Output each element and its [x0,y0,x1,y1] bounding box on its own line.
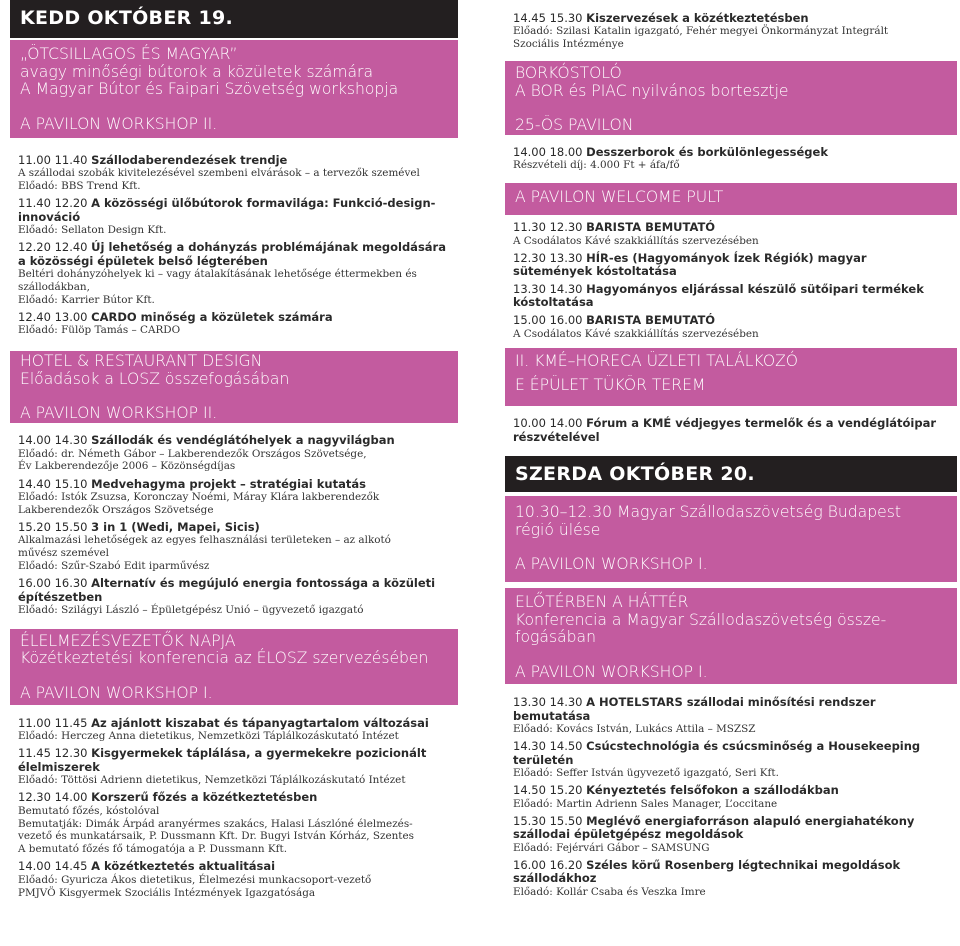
banner-line: „ÖTCSILLAGOS ÉS MAGYAR” [20,45,238,63]
event-item [18,521,450,573]
event-detail: Előadó: Karrier Bútor Kft. [18,293,155,306]
event-detail: Előadó: Gyuricza Ákos dietetikus, Élelmezési munkacsoport-vezető [18,873,372,886]
event-time: 10.00 14.00 [513,416,583,431]
right-column [505,0,957,903]
event-title: Új lehetőség a dohányzás problémájának megoldására [91,240,446,255]
event-time: 12.40 13.00 [18,309,88,324]
event-title: Korszerű főzés a közétkeztetésben [91,790,318,805]
event-time: 11.00 11.45 [18,715,88,730]
event-detail: Előadó: Istók Zsuzsa, Koronczay Noémi, Máray Klára lakberendezők [18,490,380,503]
event-title: CARDO minőség a közületek számára [91,309,333,324]
event-time: 15.30 15.50 [513,813,583,828]
event-title: Széles körű Rosenberg légtechnikai megoldások [586,857,901,872]
event-time: 14.40 15.10 [18,476,88,491]
event-detail: Alkalmazási lehetőségek az egyes felhasználási területeken – az alkotó [18,534,391,547]
event-detail: Szociális Intézménye [513,38,624,51]
event-detail: A Csodálatos Kávé szakkiállítás szervezésében [513,327,759,340]
event-item [18,434,450,473]
banner-venue: A PAVILON WORKSHOP I. [515,662,708,681]
event-item [513,314,949,340]
event-item [513,252,949,279]
event-time: 15.20 15.50 [18,519,88,534]
banner-line: BORKÓSTOLÓ [515,64,622,82]
event-detail: Előadó: dr. Németh Gábor – Lakberendezők Országos Szövetsége, [18,447,367,460]
event-title: Csúcstechnológia és csúcsminőség a Housekeeping [586,739,921,754]
event-time: 11.40 12.20 [18,196,88,211]
banner-venue: A PAVILON WORKSHOP II. [20,114,218,133]
event-detail: Előadó: Martin Adrienn Sales Manager, L’occitane [513,797,778,810]
banner-line: Konferencia a Magyar Szállodaszövetség össze- [515,610,887,629]
banner-venue: 25-ÖS PAVILON [515,116,634,134]
event-list [10,717,458,900]
event-time: 16.00 16.20 [513,857,583,872]
event-detail: Előadó: BBS Trend Kft. [18,180,141,193]
event-time: 14.30 14.50 [513,739,583,754]
event-item [18,478,450,517]
event-list [10,154,458,337]
section-banner-elelmezesvezetok [10,629,458,705]
event-title: Kiszervezések a közétkeztetésben [586,11,809,25]
banner-line: fogásában [515,628,596,647]
event-title: BARISTA BEMUTATÓ [586,313,716,328]
event-detail: A Csodálatos Kávé szakkiállítás szervezésében [513,234,759,247]
banner-venue: A PAVILON WORKSHOP I. [515,555,708,574]
event-item [18,747,450,787]
event-time: 14.45 15.30 [513,11,583,25]
event-list [505,146,957,172]
event-item [513,859,949,899]
event-detail: Előadó: Szilágyi László – Épületgépész Unió – ügyvezető igazgató [18,603,364,616]
banner-venue: A PAVILON WELCOME PULT [515,188,724,207]
event-item [513,815,949,855]
event-item [513,740,949,780]
banner-line: A Magyar Bútor és Faipari Szövetség workshopja [20,80,399,98]
event-detail: Bemutató főzés, kóstolóval [18,804,160,817]
event-item [513,146,949,172]
section-banner-hotel-restaurant-design [10,351,458,423]
event-title-continued: a közösségi épületek belső légterében [18,253,268,268]
event-title-continued: építészetben [18,589,103,604]
event-time: 14.00 14.45 [18,859,88,874]
event-list [505,221,957,340]
event-title: Kényeztetés felsőfokon a szállodákban [586,783,839,798]
event-title: Medvehagyma projekt – stratégiai kutatás [91,476,366,491]
event-item [513,221,949,247]
event-title-continued: szállodai épületgépész megoldások [513,827,744,842]
event-time: 14.50 15.20 [513,783,583,798]
banner-line: II. KMÉ–HORECA ÜZLETI TALÁLKOZÓ [515,352,799,371]
event-list [505,417,957,444]
event-item [18,154,450,193]
event-detail: Év Lakberendezője 2006 – Közönségdíjas [18,460,236,473]
event-time: 15.00 16.00 [513,313,583,328]
event-detail: Előadó: Fülöp Tamás – CARDO [18,324,181,337]
event-list [505,12,957,51]
banner-line: Közétkeztetési konferencia az ÉLOSZ szervezésében [20,649,429,668]
banner-line: avagy minőségi bútorok a közületek számára [20,62,374,81]
event-title: A közösségi ülőbútorok formavilága: Funkció-design- [91,196,436,211]
event-detail: Előadó: Töttösi Adrienn dietetikus, Nemzetközi Táplálkozáskutató Intézet [18,774,406,787]
banner-line: régió ülése [515,520,601,539]
event-detail: PMJVÖ Kisgyermek Szociális Intézmények Igazgatósága [18,886,316,899]
event-title: 3 in 1 (Wedi, Mapei, Sicis) [91,519,260,534]
event-title-continued: innováció [18,209,81,224]
banner-line: ELŐTÉRBEN A HÁTTÉR [515,593,689,612]
event-time: 11.30 12.30 [513,220,583,235]
event-title: Fórum a KMÉ védjegyes termelők és a vendéglátóipar [586,416,937,431]
event-detail: Előadó: Sellaton Design Kft. [18,224,167,237]
event-title: Alternatív és megújuló energia fontossága a közületi [91,576,436,591]
event-detail: Előadó: Kollár Csaba és Veszka Imre [513,885,706,898]
event-item [18,241,450,306]
event-list [10,434,458,617]
event-item [18,577,450,617]
event-detail: Részvételi díj: 4.000 Ft + áfa/fő [513,159,680,172]
day-header-tuesday: KEDD OKTÓBER 19. [10,0,458,38]
event-item [513,696,949,736]
section-banner-welcome-pult [505,183,957,215]
event-detail: Előadó: Herczeg Anna dietetikus, Nemzetközi Táplálkozáskutató Intézet [18,730,399,743]
event-detail: művész szemével [18,547,109,560]
event-title: Hagyományos eljárással készülő sütőipari termékek [586,282,924,296]
section-banner-eloterben-a-hatter [505,588,957,684]
event-time: 14.00 14.30 [18,433,88,448]
banner-venue: E ÉPÜLET TÜKÖR TEREM [515,375,706,394]
banner-venue: A PAVILON WORKSHOP II. [20,404,218,423]
event-title: Szállodák és vendéglátóhelyek a nagyvilágban [91,433,395,448]
event-item [18,311,450,337]
event-title-continued: szállodákhoz [513,871,597,886]
event-title: Szállodaberendezések trendje [91,153,288,167]
event-detail: vezető és munkatársaik, P. Dussmann Kft. Dr. Bugyi István Kórház, Szentes [18,830,414,843]
event-title: A HOTELSTARS szállodai minősítési rendszer bemutatása [513,695,876,723]
event-title: A közétkeztetés aktualitásai [91,859,276,874]
banner-line: A BOR és PIAC nyilvános bortesztje [515,81,789,100]
section-banner-kme-horeca [505,348,957,406]
event-title: Desszerborok és borkülönlegességek [586,145,828,159]
banner-line: HOTEL & RESTAURANT DESIGN [20,352,263,371]
event-detail: Előadó: Fejérvári Gábor – SAMSUNG [513,841,710,854]
event-title: Kisgyermekek táplálása, a gyermekekre pozicionált [91,746,427,761]
banner-line: ÉLELMEZÉSVEZETŐK NAPJA [20,631,236,650]
event-title-continued: sütemények kóstoltatása [513,264,677,279]
left-column [10,0,458,904]
event-item [513,12,949,51]
event-detail: A bemutató főzés fő támogatója a P. Dussmann Kft. [18,843,287,856]
event-time: 14.00 18.00 [513,145,583,159]
section-banner-otcsillagos [10,40,458,138]
day-header-wednesday: SZERDA OKTÓBER 20. [505,456,957,492]
event-title: BARISTA BEMUTATÓ [586,220,716,235]
event-time: 12.20 12.40 [18,240,88,255]
event-title-continued: területén [513,752,574,767]
event-time: 12.30 14.00 [18,790,88,805]
event-detail: szállodákban, [18,281,90,293]
banner-venue: A PAVILON WORKSHOP I. [20,683,213,702]
event-detail: Bemutatják: Dimák Árpád aranyérmes szakács, Halasi Lászlóné élelmezés- [18,817,413,830]
event-title-continued: kóstoltatása [513,295,594,310]
event-list [505,696,957,898]
event-detail: Előadó: Seffer István ügyvezető igazgató, Seri Kft. [513,767,779,780]
event-title: HÍR-es (Hagyományok Ízek Régiók) magyar [586,250,867,265]
event-item [18,717,450,743]
event-time: 12.30 13.30 [513,250,583,265]
event-time: 11.45 12.30 [18,746,88,761]
event-title: Meglévő energiaforráson alapuló energiahatékony [586,813,915,828]
section-banner-borkostolo [505,61,957,135]
section-banner-szallodaszovetseg-budapest [505,496,957,582]
event-title-continued: élelmiszerek [18,759,100,774]
event-item [18,791,450,856]
event-item [513,283,949,310]
event-time: 13.30 14.30 [513,695,583,710]
event-item [513,417,949,444]
event-detail: Előadó: Kovács István, Lukács Attila – MSZSZ [513,723,756,736]
event-item [18,860,450,899]
event-item [513,784,949,810]
event-detail: Beltéri dohányzóhelyek ki – vagy átalakításának lehetősége éttermekben és [18,268,417,281]
event-title-continued: részvételével [513,429,600,444]
event-title: Az ajánlott kiszabat és tápanyagtartalom változásai [91,715,429,730]
event-time: 16.00 16.30 [18,576,88,591]
event-detail: A szállodai szobák kivitelezésével szembeni elvárások – a tervezők szemével [18,167,420,180]
event-time: 11.00 11.40 [18,153,88,167]
banner-line: Előadások a LOSZ összefogásában [20,369,290,388]
banner-line: 10.30–12.30 Magyar Szállodaszövetség Budapest [515,503,901,522]
event-item [18,197,450,237]
event-detail: Lakberendezők Országos Szövetsége [18,503,214,516]
event-detail: Előadó: Szűr-Szabó Edit iparművész [18,559,210,572]
event-time: 13.30 14.30 [513,282,583,296]
event-detail: Előadó: Szilasi Katalin igazgató, Fehér megyei Önkormányzat Integrált [513,25,889,38]
